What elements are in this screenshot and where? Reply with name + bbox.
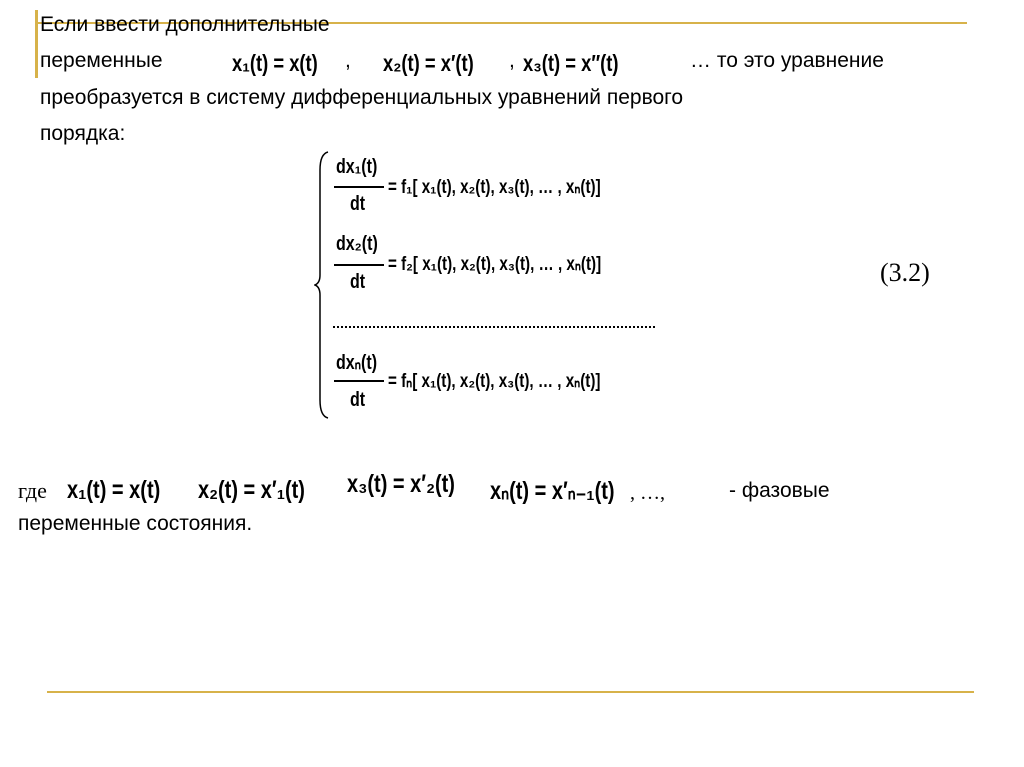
equation-rhs-n: = fₙ[ x₁(t), x₂(t), x₃(t), … , xₙ(t)]	[388, 371, 601, 392]
where-eq-2: x₂(t) = x′₁(t)	[198, 476, 305, 504]
where-eq-1: x₁(t) = x(t)	[67, 476, 161, 504]
fraction-bar-2	[334, 264, 384, 266]
fraction-denominator-n: dt	[350, 389, 366, 411]
system-brace	[314, 150, 334, 420]
left-accent-bar	[35, 10, 38, 78]
fraction-numerator-2: dx₂(t)	[336, 233, 378, 255]
fraction-numerator-n: dxₙ(t)	[336, 352, 378, 374]
where-line-2: переменные состояния.	[18, 512, 253, 535]
fraction-denominator-1: dt	[350, 193, 366, 215]
intro-line-3: преобразуется в систему дифференциальных уравнений первого	[40, 86, 684, 109]
bottom-rule	[47, 691, 974, 693]
fraction-bar-1	[334, 186, 384, 188]
where-eq-4: xₙ(t) = x′ₙ₋₁(t)	[490, 477, 615, 505]
where-eq-3: x₃(t) = x′₂(t)	[347, 470, 455, 498]
intro-line-2-start: переменные	[40, 49, 163, 72]
equation-number: (3.2)	[880, 258, 930, 287]
ellipsis-row	[333, 326, 655, 328]
where-label: где	[18, 478, 47, 503]
fraction-numerator-1: dx₁(t)	[336, 156, 378, 178]
sep-2: ,	[509, 49, 515, 72]
equation-rhs-1: = f₁[ x₁(t), x₂(t), x₃(t), … , xₙ(t)]	[388, 177, 601, 198]
fraction-denominator-2: dt	[350, 271, 366, 293]
intro-line-1: Если ввести дополнительные	[40, 13, 330, 36]
var-x2: x₂(t) = x′(t)	[383, 50, 474, 76]
intro-line-4: порядка:	[40, 122, 126, 145]
sep-1: ,	[345, 49, 351, 72]
equation-rhs-2: = f₂[ x₁(t), x₂(t), x₃(t), … , xₙ(t)]	[388, 254, 602, 275]
where-ellipsis: , …,	[630, 482, 665, 504]
var-x3: x₃(t) = x″(t)	[523, 50, 619, 76]
var-x1: x₁(t) = x(t)	[232, 50, 318, 76]
fraction-bar-n	[334, 380, 384, 382]
where-suffix: - фазовые	[729, 479, 830, 502]
intro-line-2-end: … то это уравнение	[690, 49, 884, 72]
